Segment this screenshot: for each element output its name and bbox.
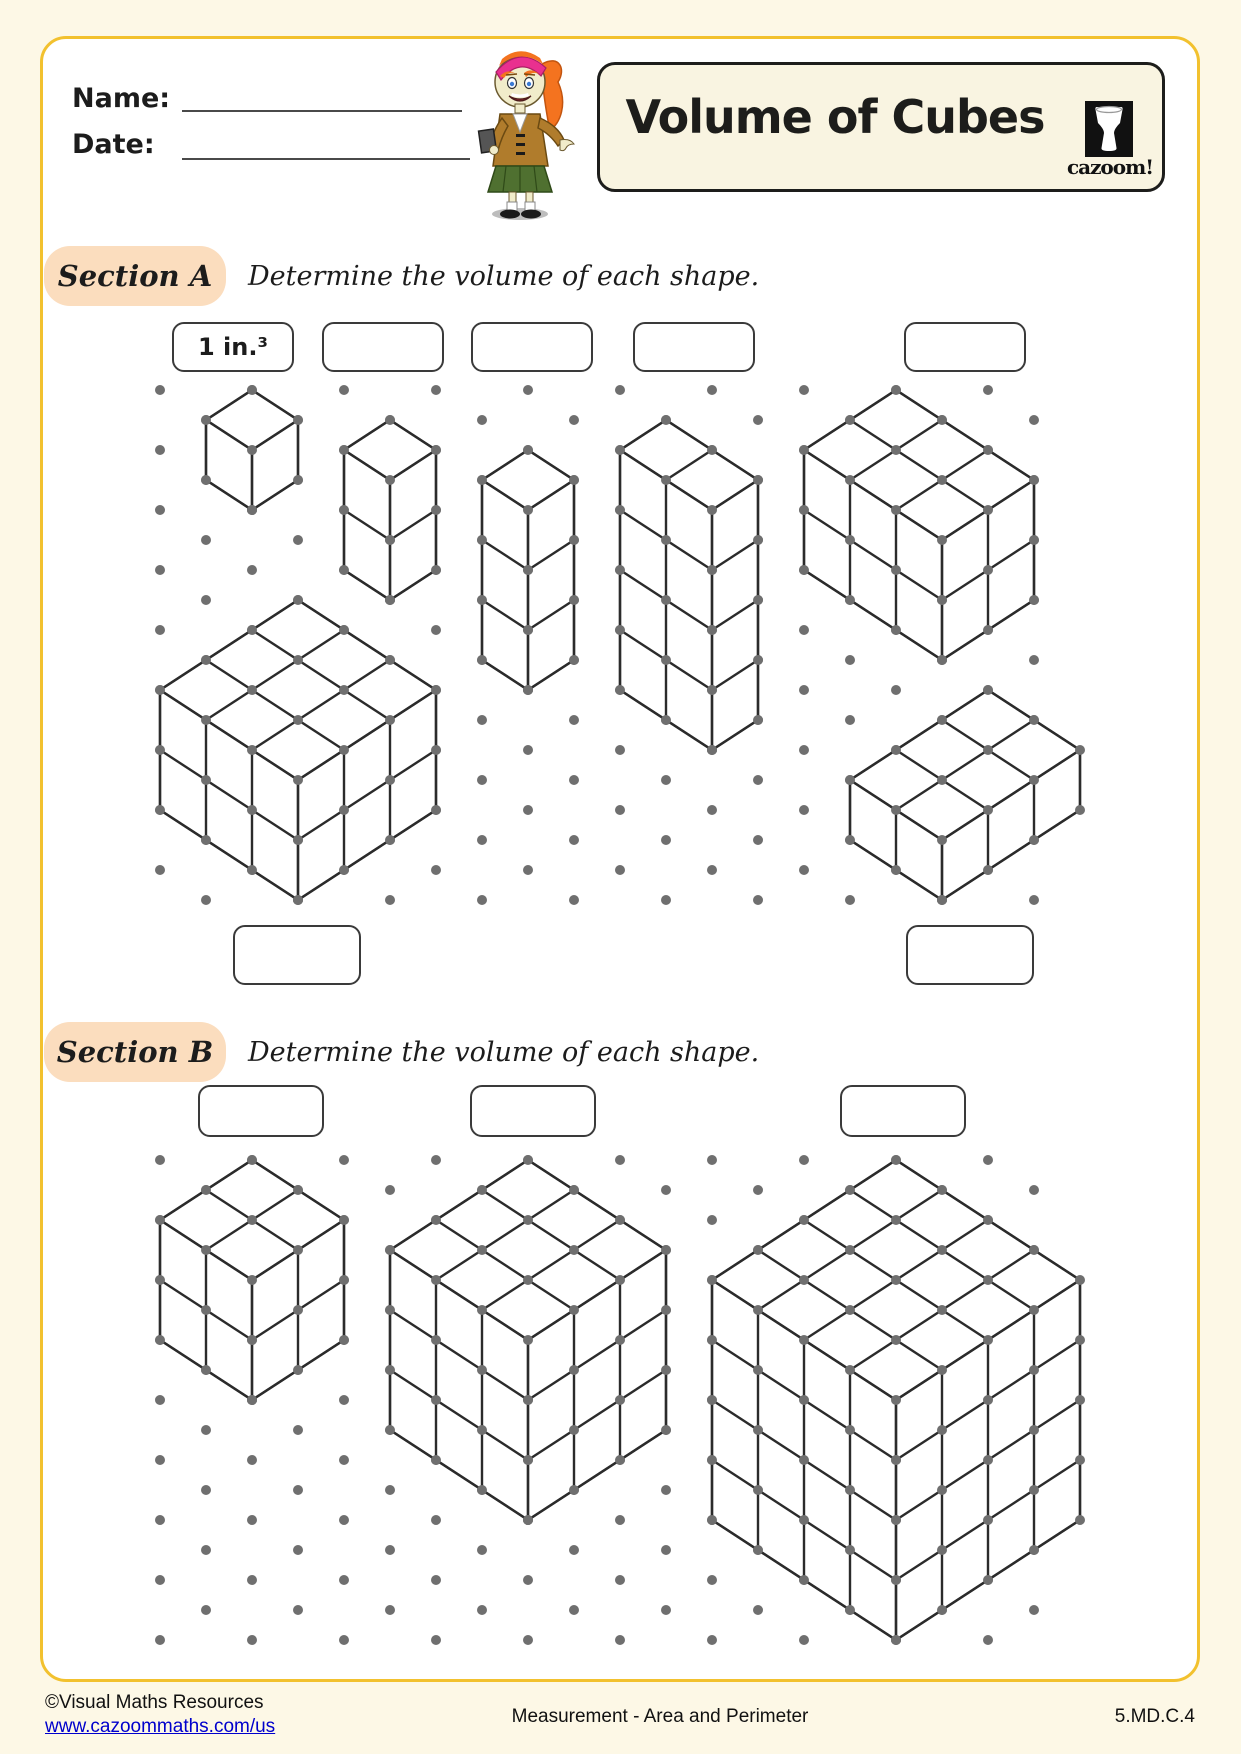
section-b-instruction: Determine the volume of each shape.	[248, 1036, 760, 1068]
footer-topic: Measurement - Area and Perimeter	[511, 1706, 809, 1727]
answer-box-a7[interactable]	[906, 925, 1034, 985]
footer-copyright: ©Visual Maths Resources	[45, 1692, 264, 1713]
page-title: Volume of Cubes	[625, 90, 1045, 144]
answer-box-b1[interactable]	[198, 1085, 324, 1137]
name-label: Name:	[72, 83, 171, 114]
answer-box-a2[interactable]	[322, 322, 444, 372]
section-b-label: Section B	[56, 1035, 214, 1069]
answer-box-b2[interactable]	[470, 1085, 596, 1137]
cazoom-logo-text: cazoom!	[1066, 155, 1154, 179]
date-input-line[interactable]	[182, 158, 470, 160]
answer-box-b3[interactable]	[840, 1085, 966, 1137]
cazoom-drum-icon	[1085, 101, 1133, 157]
section-b-label-pill	[44, 1022, 226, 1082]
section-a-label: Section A	[57, 259, 213, 293]
section-a-label-pill	[44, 246, 226, 306]
student-girl-illustration	[462, 42, 584, 222]
name-input-line[interactable]	[182, 110, 462, 112]
section-a-instruction: Determine the volume of each shape.	[248, 260, 760, 292]
answer-box-a5[interactable]	[904, 322, 1026, 372]
date-label: Date:	[72, 129, 155, 160]
footer-standard-code: 5.MD.C.4	[1114, 1706, 1195, 1727]
footer-website-link[interactable]: www.cazoommaths.com/us	[45, 1716, 276, 1737]
answer-box-a3[interactable]	[471, 322, 593, 372]
answer-box-a6[interactable]	[233, 925, 361, 985]
answer-box-a1[interactable]: 1 in.³	[172, 322, 294, 372]
answer-box-a4[interactable]	[633, 322, 755, 372]
